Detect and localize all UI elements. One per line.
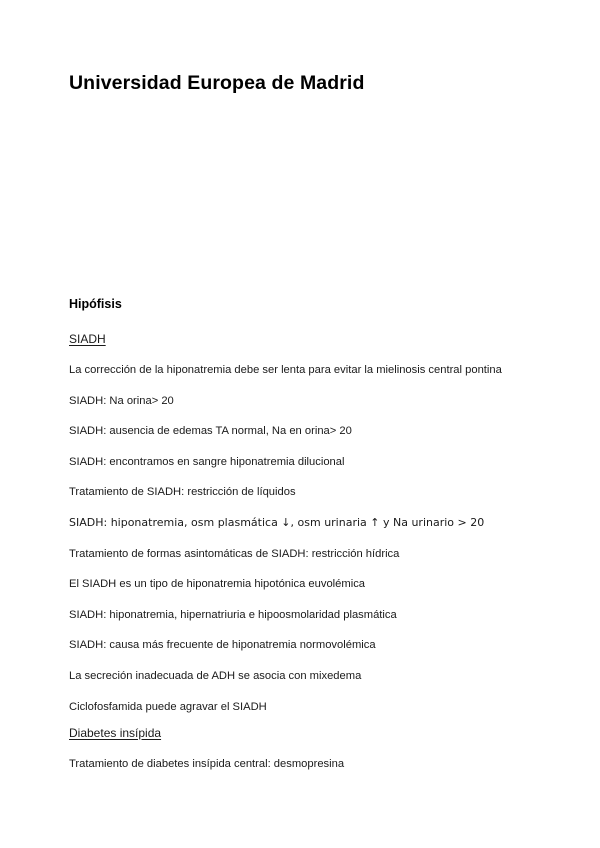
paragraph: SIADH: hiponatremia, osm plasmática ↓, osm urinaria ↑ y Na urinario > 20 xyxy=(69,515,485,529)
subsection-heading-siadh xyxy=(69,332,531,346)
paragraph: Ciclofosfamida puede agravar el SIADH xyxy=(69,700,267,713)
subsection-heading-diabetes-insipida xyxy=(69,726,531,740)
section-hipofisis xyxy=(69,297,531,714)
section-diabetes-insipida xyxy=(69,726,531,771)
paragraph: Tratamiento de diabetes insípida central: desmopresina xyxy=(69,757,345,770)
subsection-heading-diabetes-insipida-label: Diabetes insípida xyxy=(69,725,162,740)
paragraph: Tratamiento de SIADH: restricción de líquidos xyxy=(69,486,296,499)
paragraph: La secreción inadecuada de ADH se asocia con mixedema xyxy=(69,669,362,682)
section-heading-hipofisis: Hipófisis xyxy=(69,297,122,311)
paragraph: La corrección de la hiponatremia debe ser lenta para evitar la mielinosis central pontina xyxy=(69,364,502,376)
paragraph: Tratamiento de formas asintomáticas de SIADH: restricción hídrica xyxy=(69,547,400,560)
paragraph: SIADH: ausencia de edemas TA normal, Na en orina> 20 xyxy=(69,425,352,438)
paragraph: SIADH: causa más frecuente de hiponatremia normovolémica xyxy=(69,639,376,652)
paragraph: SIADH: hiponatremia, hipernatriuria e hipoosmolaridad plasmática xyxy=(69,608,397,621)
document-title: Universidad Europea de Madrid xyxy=(69,72,365,94)
paragraph: SIADH: Na orina> 20 xyxy=(69,394,174,407)
paragraph: El SIADH es un tipo de hiponatremia hipotónica euvolémica xyxy=(69,578,366,591)
paragraph: SIADH: encontramos en sangre hiponatremia dilucional xyxy=(69,455,345,468)
document-body xyxy=(69,297,531,771)
subsection-heading-siadh-label: SIADH xyxy=(69,332,106,346)
